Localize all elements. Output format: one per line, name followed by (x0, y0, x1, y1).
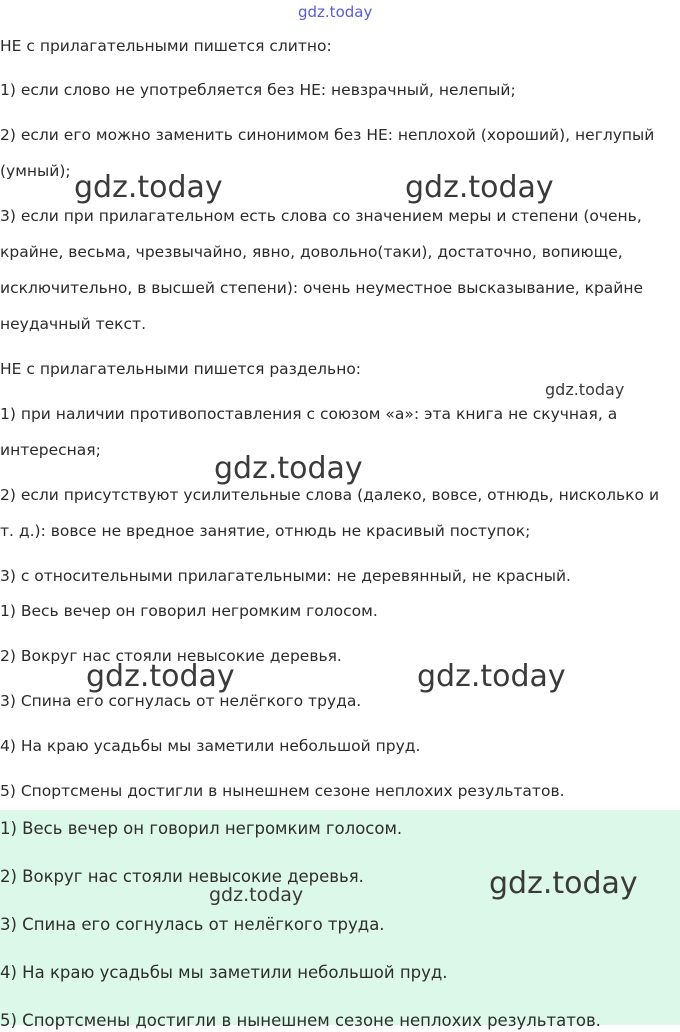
watermark: gdz.today (209, 884, 304, 906)
separate-rule-1-line-1: 1) при наличии противопоставления с союзом «а»: эта книга не скучная, а (0, 405, 618, 423)
watermark: gdz.today (214, 451, 363, 486)
together-rule-1: 1) если слово не употребляется без НЕ: невзрачный, нелепый; (0, 81, 516, 99)
together-rule-2-line-1: 2) если его можно заменить синонимом без НЕ: неплохой (хороший), неглупый (0, 126, 655, 144)
together-rule-3-line-2: крайне, весьма, чрезвычайно, явно, довольно(таки), достаточно, вопиюще, (0, 243, 623, 261)
sentence-5: 5) Спортсмены достигли в нынешнем сезоне неплохих результатов. (0, 782, 565, 800)
sentence-2: 2) Вокруг нас стояли невысокие деревья. (0, 647, 342, 665)
together-rule-2-line-2: (умный); (0, 162, 71, 180)
answer-sentence-1: 1) Весь вечер он говорил негромким голосом. (0, 819, 403, 838)
sentence-3: 3) Спина его согнулась от нелёгкого труда. (0, 692, 362, 710)
separate-heading: НЕ с прилагательными пишется раздельно: (0, 360, 362, 378)
sentence-1: 1) Весь вечер он говорил негромким голосом. (0, 602, 378, 620)
watermark: gdz.today (545, 380, 625, 399)
together-rule-3-line-4: неудачный текст. (0, 315, 146, 333)
separate-rule-2-line-1: 2) если присутствуют усилительные слова (далеко, вовсе, отнюдь, нисколько и (0, 486, 660, 504)
sentence-4: 4) На краю усадьбы мы заметили небольшой пруд. (0, 737, 421, 755)
together-rule-3-line-3: исключительно, в высшей степени): очень неуместное высказывание, крайне (0, 279, 644, 297)
together-heading: НЕ с прилагательными пишется слитно: (0, 37, 332, 55)
answer-block (0, 810, 680, 1030)
separate-rule-1-line-2: интересная; (0, 441, 101, 459)
watermark-top: gdz.today (298, 3, 373, 21)
answer-sentence-2: 2) Вокруг нас стояли невысокие деревья. (0, 867, 364, 886)
together-rule-3-line-1: 3) если при прилагательном есть слова со значением меры и степени (очень, (0, 207, 642, 225)
watermark: gdz.today (405, 170, 554, 205)
answer-sentence-4: 4) На краю усадьбы мы заметили небольшой пруд. (0, 963, 448, 982)
watermark: gdz.today (74, 170, 223, 205)
separate-rule-2-line-2: т. д.): вовсе не вредное занятие, отнюдь не красивый поступок; (0, 522, 531, 540)
watermark: gdz.today (489, 866, 638, 901)
answer-sentence-3: 3) Спина его согнулась от нелёгкого труда. (0, 915, 385, 934)
watermark: gdz.today (417, 659, 566, 694)
watermark: gdz.today (86, 659, 235, 694)
separate-rule-3: 3) с относительными прилагательными: не деревянный, не красный. (0, 567, 571, 585)
answer-sentence-5: 5) Спортсмены достигли в нынешнем сезоне неплохих результатов. (0, 1011, 601, 1030)
